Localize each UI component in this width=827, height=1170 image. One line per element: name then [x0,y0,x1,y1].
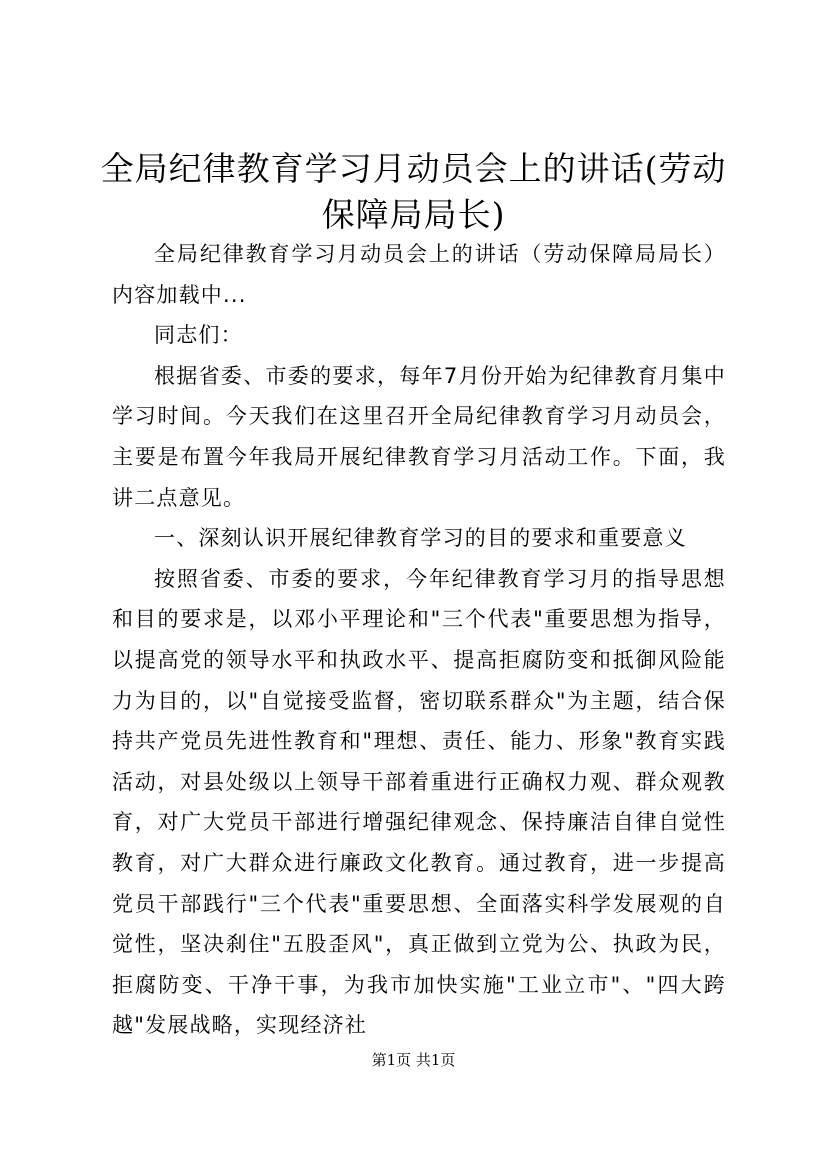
page-footer: 第1页 共1页 [371,1051,456,1069]
paragraph-section-1: 按照省委、市委的要求，今年纪律教育学习月的指导思想和目的要求是，以邓小平理论和"三个代表"重要思想为指导，以提高党的领导水平和执政水平、提高拒腐防变和抵御风险能力为目的，以"自觉接受监督，密切联系群众"为主题，结合保持共产党员先进性教育和"理想、责任、能力、形象"教育实践活动，对县处级以上领导干部着重进行正确权力观、群众观教育，对广大党员干部进行增强纪律观念、保持廉洁自律自觉性教育，对广大群众进行廉政文化教育。通过教育，进一步提高党员干部践行"三个代表"重要思想、全面落实科学发展观的自觉性，坚决刹住"五股歪风"，真正做到立党为公、执政为民，拒腐防变、干净干事，为我市加快实施"工业立市"、"四大跨越"发展战略，实现经济社 [112,566,726,1038]
document-body [112,234,726,1046]
paragraph-opening: 根据省委、市委的要求，每年7月份开始为纪律教育月集中学习时间。今天我们在这里召开全局纪律教育学习月动员会，主要是布置今年我局开展纪律教育学习月活动工作。下面，我讲二点意见。 [112,363,726,510]
paragraph-salutation: 同志们： [154,323,243,348]
document-title: 全局纪律教育学习月动员会上的讲话(劳动保障局局长) [100,149,727,234]
section-heading-1: 一、深刻认识开展纪律教育学习的目的要求和重要意义 [154,526,687,551]
paragraph-intro: 全局纪律教育学习月动员会上的讲话（劳动保障局局长）内容加载中... [112,242,726,307]
